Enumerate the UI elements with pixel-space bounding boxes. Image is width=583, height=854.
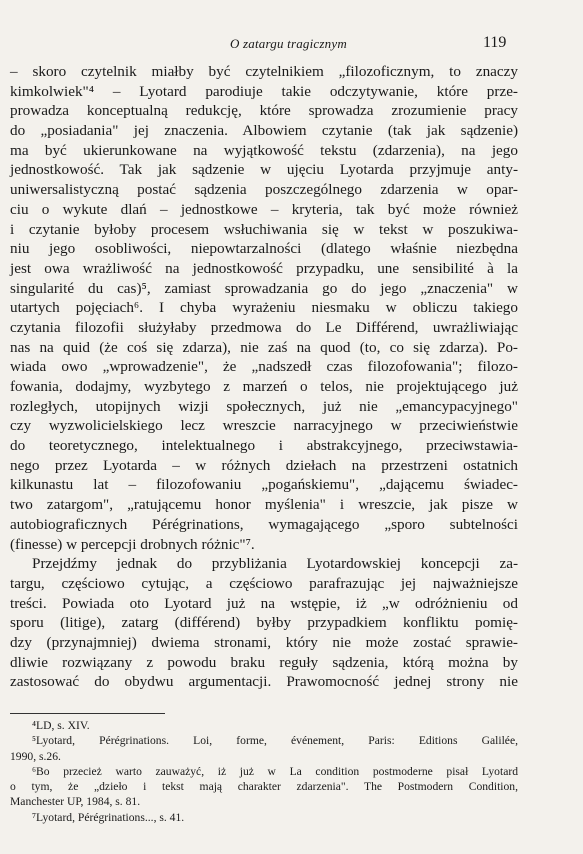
text-line: do „posiadania" jej znaczenia. Albowiem czytanie (tak jak sądzenie)	[10, 122, 518, 140]
text-line: jednostkowość. Tak jak sądzenie w ujęciu Lyotarda przyjmuje anty-	[10, 161, 518, 179]
text-line: sporu (litige), zatarg (différend) byłby przypadkiem konfliktu pomię-	[10, 614, 518, 632]
footnote-divider	[10, 713, 165, 714]
text-line: Przejdźmy jednak do przybliżania Lyotardowskiej koncepcji za-	[32, 555, 518, 573]
text-line: autobiograficznych Pérégrinations, wymagającego „sporo subtelności	[10, 515, 518, 533]
text-line: do teoretycznego, intelektualnego i abstrakcyjnego, przeciwstawia-	[10, 437, 518, 455]
page-number: 119	[483, 34, 507, 51]
body-text	[10, 62, 518, 692]
text-line: fowania, dodajmy, wyzbytego z marzeń o telos, nie projektującego już	[10, 378, 518, 395]
text-line: uniwersalistyczną postać sądzenia poszczególnego zdarzenia w opar-	[10, 181, 518, 199]
text-line: zastosować do obydwu argumentacji. Prawomocność jednej strony nie	[10, 673, 518, 691]
footnotes	[10, 718, 518, 825]
page-header	[0, 36, 583, 56]
text-line: jest owa wrażliwość na jednostkowość przypadku, une sensibilité à la	[10, 259, 518, 277]
text-line: (finesse) w percepcji drobnych różnic"⁷.	[10, 535, 255, 553]
text-line: niu jego osobliwości, niepowtarzalności (dlatego właśnie niezbędna	[10, 240, 518, 258]
text-line: treści. Powiada oto Lyotard już na wstępie, iż „w odróżnieniu od	[10, 594, 518, 612]
text-line: ciu o wykute dlań – jednostkowe – kryteria, tak być może również	[10, 200, 518, 218]
text-line: singularité du cas)⁵, zamiast sprowadzania go do jego „znaczenia" w	[10, 279, 518, 297]
text-line: czy wyzwolicielskiego lecz wreszcie narracyjnego w przeciwieństwie	[10, 417, 518, 435]
text-line: dzy (przynajmniej) dwiema stronami, który nie może zostać sprawie-	[10, 633, 518, 651]
text-line: kimkolwiek"⁴ – Lyotard parodiuje takie odczytywanie, które prze-	[10, 82, 518, 100]
text-line: kilkunastu lat – filozofowaniu „pogańskiemu", „dającemu świadec-	[10, 476, 518, 494]
footnote: Manchester UP, 1984, s. 81.	[10, 795, 141, 809]
text-line: nas na quid (że coś się zdarza), nie zaś na quod (to, co się zdarza). Po-	[10, 338, 518, 356]
text-line: – skoro czytelnik miałby być czytelnikiem „filozoficznym, to znaczy	[10, 63, 518, 80]
footnote: ⁷Lyotard, Pérégrinations..., s. 41.	[32, 810, 185, 824]
footnote: ⁴LD, s. XIV.	[32, 719, 90, 732]
text-line: prowadza konceptualną redukcję, które sprowadza zrozumienie pracy	[10, 102, 518, 120]
text-line: dliwie rozwiązany z powodu braku reguły sądzenia, którą można by	[10, 653, 518, 671]
footnote: 1990, s.26.	[10, 749, 61, 763]
footnote: ⁵Lyotard, Pérégrinations. Loi, forme, événement, Paris: Editions Galilée,	[32, 734, 518, 748]
text-line: nego przez Lyotarda – w różnych dziełach na przestrzeni ostatnich	[10, 456, 518, 474]
text-line: wiada owo „wprowadzenie", że „nadszedł czas filozofowania"; filozo-	[10, 358, 518, 376]
text-line: rozległych, utopijnych wizji społecznych, już nie „emancypacyjnego"	[10, 397, 518, 415]
text-line: czytania filozofii służyłaby przedmowa do Le Différend, uwrażliwiając	[10, 318, 518, 336]
text-line: ma być ukierunkowane na wyjątkowość tekstu (zdarzenia), na jego	[10, 141, 518, 159]
text-line: two zatargom", „ratującemu honor myślenia" i wreszcie, jak pisze w	[10, 496, 518, 514]
footnote: ⁶Bo przecież warto zauważyć, iż już w La condition postmoderne pisał Lyotard	[32, 764, 518, 778]
footnote: o tym, że „dzieło i tekst mają charakter zdarzenia". The Postmodern Condition,	[10, 780, 518, 794]
text-line: i czytanie byłoby procesem wsłuchiwania się w tekst w poszukiwa-	[10, 220, 518, 238]
text-line: utartych pojęciach⁶. I chyba wyrażeniu niesmaku w obliczu takiego	[10, 299, 518, 317]
text-line: targu, częściowo cytując, a częściowo parafrazując jej najważniejsze	[10, 574, 518, 592]
running-title: O zatargu tragicznym	[230, 36, 347, 51]
